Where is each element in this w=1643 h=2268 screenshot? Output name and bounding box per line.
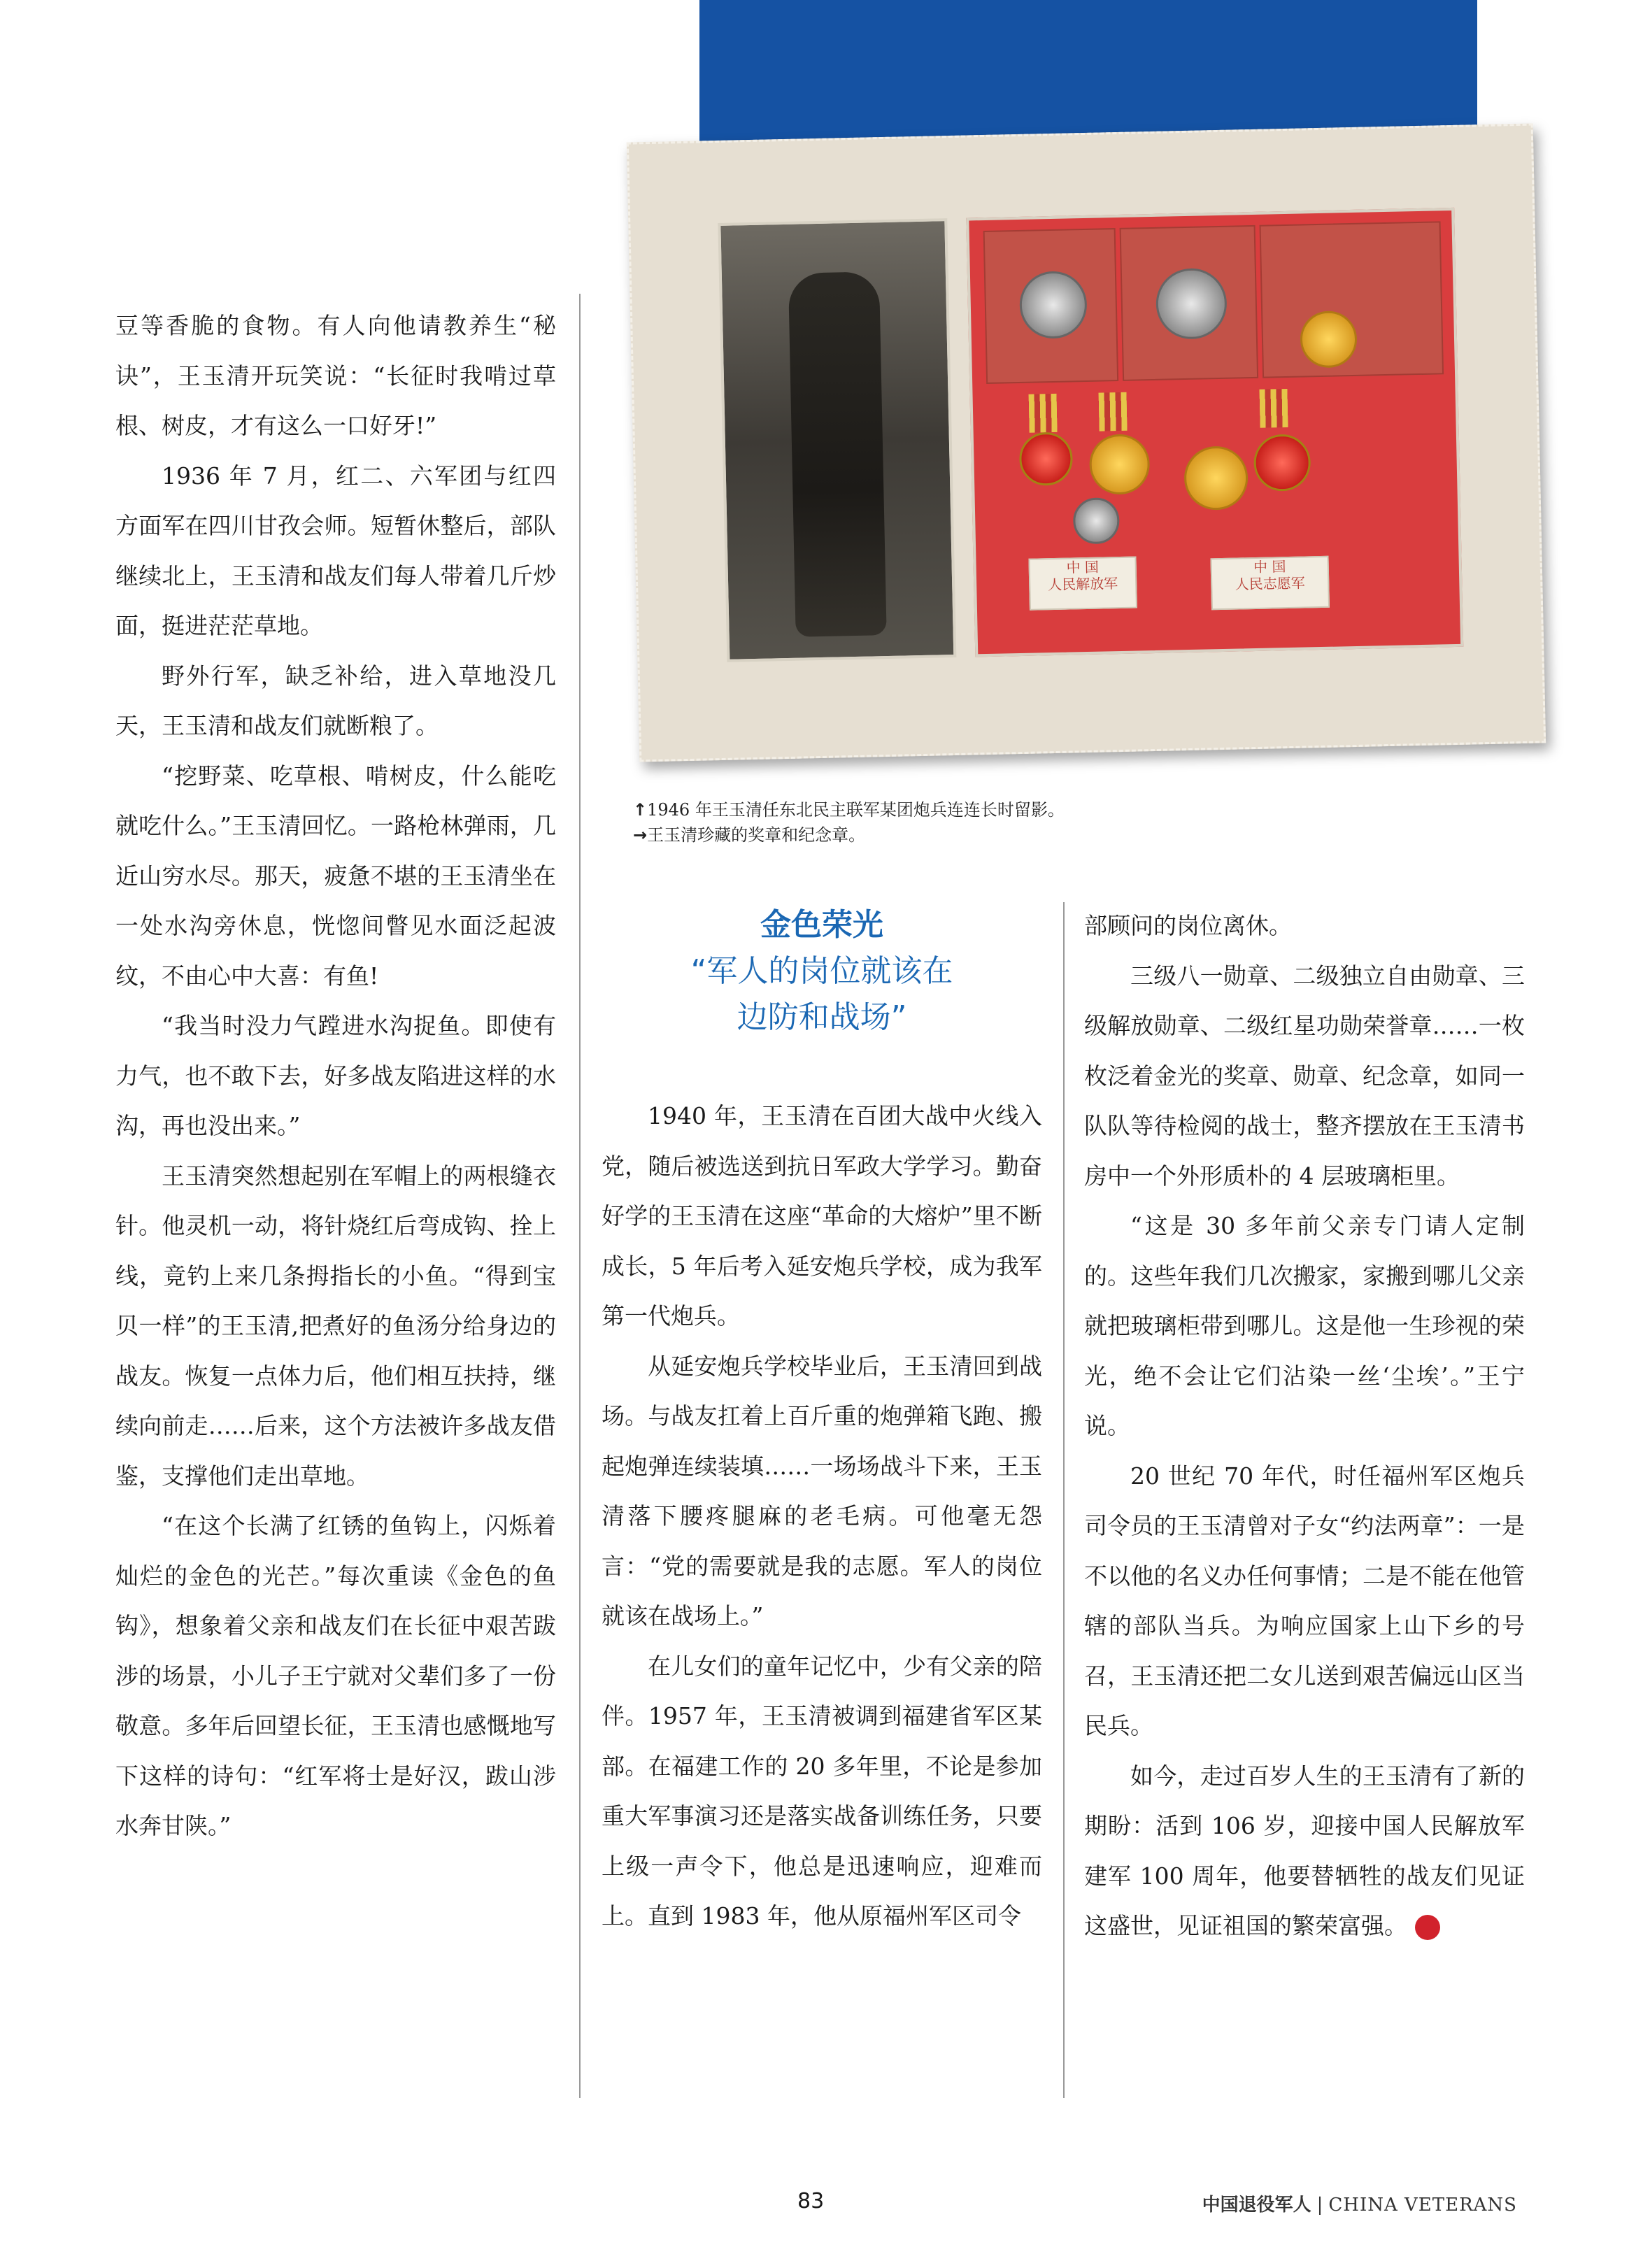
paragraph: 从延安炮兵学校毕业后，王玉清回到战场。与战友扛着上百斤重的炮弹箱飞跑、搬起炮弹连续装填……一场场战斗下来，王玉清落下腰疼腿麻的老毛病。可他毫无怨言：“党的需要就是我的志愿。军人的岗位就该在战场上。” (602, 1352, 1042, 1629)
section-subhead (602, 902, 1042, 1041)
medal-icon (1089, 434, 1151, 495)
column-divider (579, 294, 581, 2098)
photo-caption (633, 797, 1065, 848)
footer-separator: | (1316, 2195, 1323, 2216)
subhead-line-3: 边防和战场” (737, 999, 907, 1035)
paragraph: “在这个长满了红锈的鱼钩上，闪烁着灿烂的金色的光芒。”每次重读《金色的鱼钩》，想象着父亲和战友们在长征中艰苦跋涉的场景，小儿子王宁就对父辈们多了一份敬意。多年后回望长征，王玉清也感慨地写下这样的诗句：“红军将士是好汉，跋山涉水奔甘陕。” (115, 1512, 556, 1839)
article-column-3 (1084, 901, 1525, 1951)
ribbon (1029, 394, 1058, 433)
paragraph: 豆等香脆的食物。有人向他请教养生“秘诀”，王玉清开玩笑说：“长征时我啃过草根、树皮，才有这么一口好牙!” (115, 312, 556, 439)
medal-icon (1183, 445, 1249, 511)
paragraph-text: 如今，走过百岁人生的王玉清有了新的期盼：活到 106 岁，迎接中国人民解放军建军 100 周年，他要替牺牲的战友们见证这盛世，见证祖国的繁荣富强。 (1084, 1762, 1525, 1939)
up-arrow-icon: ↑ (633, 800, 648, 820)
ribbon (1099, 392, 1128, 432)
paragraph: “这是 30 多年前父亲专门请人定制的。这些年我们几次搬家，家搬到哪儿父亲就把玻璃柜带到哪儿。这是他一生珍视的荣光，绝不会让它们沾染一丝‘尘埃’。”王宁说。 (1084, 1212, 1525, 1439)
right-arrow-icon: → (633, 825, 648, 845)
medal-icon (1019, 432, 1074, 486)
subhead-title: 金色荣光 (760, 907, 883, 943)
page-number: 83 (797, 2189, 825, 2213)
article-column-2 (602, 1091, 1042, 1941)
magazine-name-cn: 中国退役军人 (1202, 2195, 1311, 2216)
medals-photo (966, 208, 1463, 657)
paragraph: 部顾问的岗位离休。 (1084, 912, 1292, 939)
badge-cloth-left: 中 国 人民解放军 (1028, 557, 1137, 611)
badge-cloth-right: 中 国 人民志愿军 (1211, 556, 1330, 611)
paragraph (1084, 1751, 1525, 1951)
caption-line-1: 1946 年王玉清任东北民主联军某团炮兵连连长时留影。 (647, 800, 1065, 820)
medal-icon (1073, 497, 1120, 544)
column-divider (1063, 902, 1065, 2098)
footer-magazine-title (1202, 2190, 1517, 2216)
portrait-photo (718, 218, 956, 662)
medal-icon (1253, 434, 1311, 492)
paragraph: 1936 年 7 月，红二、六军团与红四方面军在四川甘孜会师。短暂休整后，部队继续北上，王玉清和战友们每人带着几斤炒面，挺进茫茫草地。 (115, 462, 556, 639)
photo-card (627, 124, 1546, 762)
paragraph: 三级八一勋章、二级独立自由勋章、三级解放勋章、二级红星功勋荣誉章……一枚枚泛着金光的奖章、勋章、纪念章，如同一队队等待检阅的战士，整齐摆放在王玉清书房中一个外形质朴的 4 层玻璃柜里。 (1084, 962, 1525, 1190)
paragraph: 野外行军，缺乏补给，进入草地没几天，王玉清和战友们就断粮了。 (115, 662, 556, 739)
paragraph: 20 世纪 70 年代，时任福州军区炮兵司令员的王玉清曾对子女“约法两章”：一是不以他的名义办任何事情；二是不能在他管辖的部队当兵。为响应国家上山下乡的号召，王玉清还把二女儿送到艰苦偏远山区当民兵。 (1084, 1462, 1525, 1739)
soldier-figure (788, 271, 887, 637)
article-column-1 (115, 301, 556, 1851)
magazine-name-en: CHINA VETERANS (1328, 2195, 1517, 2216)
paragraph: 在儿女们的童年记忆中，少有父亲的陪伴。1957 年，王玉清被调到福建省军区某部。在福建工作的 20 多年里，不论是参加重大军事演习还是落实战备训练任务，只要上级一声令下，他总是迅速响应，迎难而上。直到 1983 年，他从原福州军区司令 (602, 1652, 1042, 1930)
end-mark-icon: V (1415, 1915, 1440, 1940)
paragraph: 王玉清突然想起别在军帽上的两根缝衣针。他灵机一动，将针烧红后弯成钩、拴上线，竟钓上来几条拇指长的小鱼。“得到宝贝一样”的王玉清,把煮好的鱼汤分给身边的战友。恢复一点体力后，他们相互扶持，继续向前走……后来，这个方法被许多战友借鉴，支撑他们走出草地。 (115, 1162, 556, 1490)
paragraph: “我当时没力气蹚进水沟捉鱼。即使有力气，也不敢下去，好多战友陷进这样的水沟，再也没出来。” (115, 1012, 556, 1139)
subhead-line-2: “军人的岗位就该在 (690, 953, 953, 989)
ribbon (1259, 389, 1288, 428)
paragraph: “挖野菜、吃草根、啃树皮，什么能吃就吃什么。”王玉清回忆。一路枪林弹雨，几近山穷水尽。那天，疲惫不堪的王玉清坐在一处水沟旁休息，恍惚间瞥见水面泛起波纹，不由心中大喜：有鱼! (115, 762, 556, 990)
paragraph: 1940 年，王玉清在百团大战中火线入党，随后被选送到抗日军政大学学习。勤奋好学的王玉清在这座“革命的大熔炉”里不断成长，5 年后考入延安炮兵学校，成为我军第一代炮兵。 (602, 1102, 1042, 1329)
caption-line-2: 王玉清珍藏的奖章和纪念章。 (647, 825, 866, 845)
